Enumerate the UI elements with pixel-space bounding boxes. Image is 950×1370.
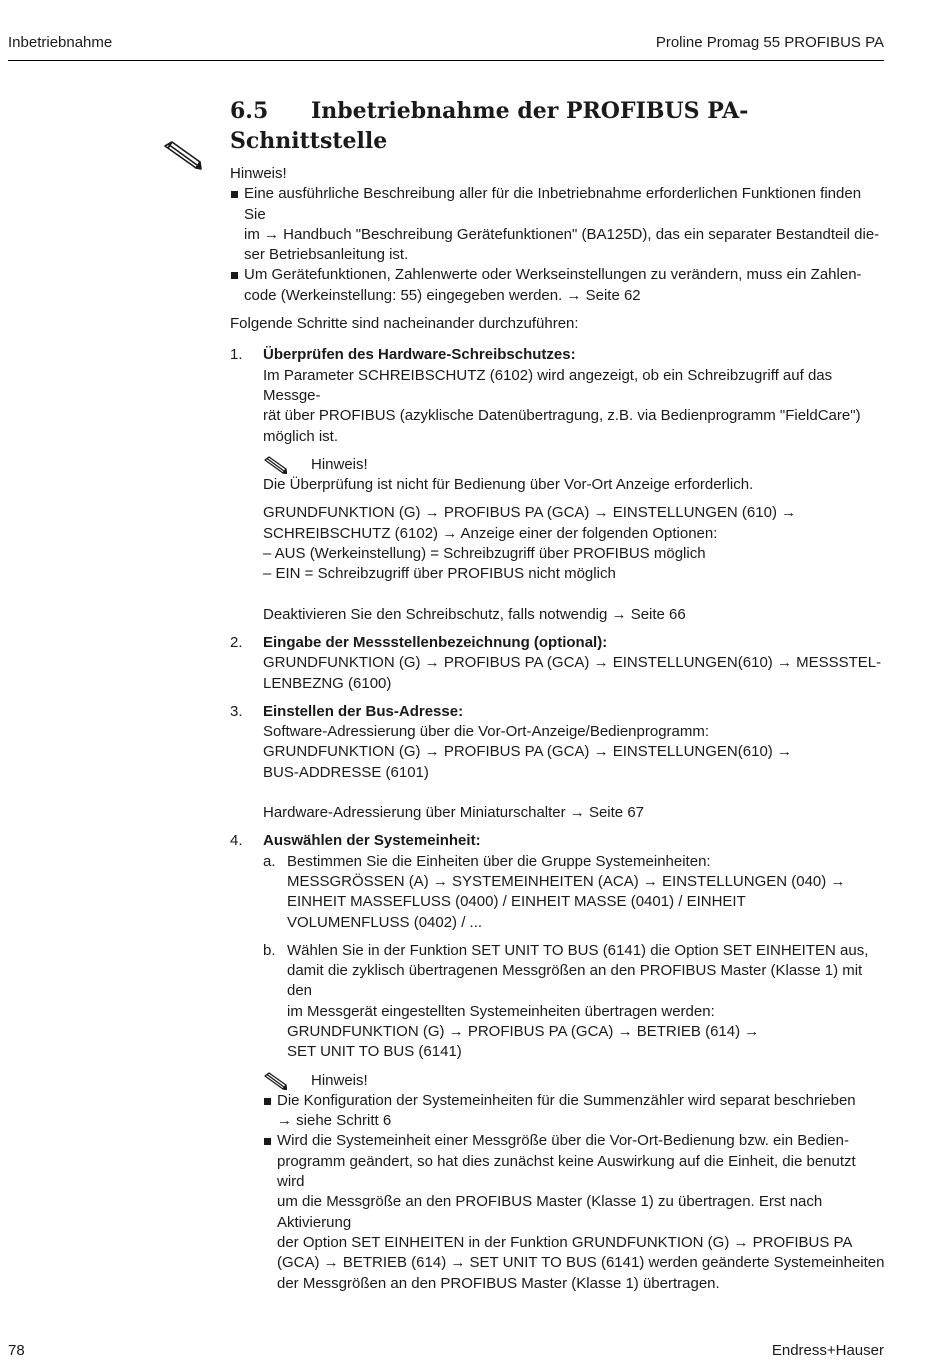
- steps-intro: Folgende Schritte sind nacheinander durchzuführen:: [230, 315, 579, 333]
- step-4-bullet-1: [263, 1091, 886, 1132]
- step-2: [230, 633, 886, 694]
- text-line: der Option SET EINHEITEN in der Funktion GRUNDFUNKTION (G) → PROFIBUS PA: [277, 1233, 853, 1251]
- step-number: 2.: [230, 633, 243, 651]
- intro-hint-label: Hinweis!: [230, 165, 287, 182]
- step-1-hint: [263, 455, 886, 475]
- page-number: 78: [8, 1342, 25, 1359]
- step-title: Auswählen der Systemeinheit:: [263, 832, 481, 850]
- option-line: – EIN = Schreibzugriff über PROFIBUS nicht möglich: [263, 565, 616, 583]
- page-reference: Hardware-Adressierung über Miniaturschalter → Seite 67: [263, 804, 645, 822]
- text-line: Wird die Systemeinheit einer Messgröße über die Vor-Ort-Bedienung bzw. ein Bedien-: [277, 1132, 849, 1150]
- text-line: ser Betriebsanleitung ist.: [244, 246, 409, 264]
- page-header: [8, 32, 884, 61]
- intro-bullet-1: [230, 184, 886, 265]
- step-number: 3.: [230, 702, 243, 720]
- step-number: 4.: [230, 832, 243, 850]
- step-1: [230, 345, 886, 625]
- text-line: programm geändert, so hat dies zunächst keine Auswirkung auf die Einheit, die benutzt wird: [277, 1152, 856, 1191]
- menu-path-line: MESSGRÖSSEN (A) → SYSTEMEINHEITEN (ACA) → EINSTELLUNGEN (040) →: [287, 872, 846, 890]
- pencil-note-icon: [263, 456, 287, 474]
- substep-letter: a.: [263, 852, 276, 870]
- menu-path-line: VOLUMENFLUSS (0402) / ...: [287, 913, 483, 931]
- menu-path-line: BUS-ADDRESSE (6101): [263, 763, 429, 781]
- menu-path-line: EINHEIT MASSEFLUSS (0400) / EINHEIT MASSE (0401) / EINHEIT: [287, 893, 746, 911]
- text-line: → siehe Schritt 6: [277, 1112, 392, 1130]
- text-line: Software-Adressierung über die Vor-Ort-Anzeige/Bedienprogramm:: [263, 723, 710, 741]
- menu-path-line: SCHREIBSCHUTZ (6102) → Anzeige einer der folgenden Optionen:: [263, 524, 718, 542]
- menu-path-line: GRUNDFUNKTION (G) → PROFIBUS PA (GCA) → EINSTELLUNGEN (610) →: [263, 504, 797, 522]
- substep-a: [263, 852, 886, 933]
- pencil-note-icon: [162, 140, 202, 170]
- step-3: [230, 702, 886, 823]
- text-line: Die Konfiguration der Systemeinheiten für die Summenzähler wird separat beschrieben: [277, 1091, 856, 1109]
- hint-label: Hinweis!: [311, 1071, 368, 1089]
- menu-path-line: SET UNIT TO BUS (6141): [287, 1043, 462, 1061]
- text-line: Eine ausführliche Beschreibung aller für die Inbetriebnahme erforderlichen Funktionen finden Sie: [244, 185, 862, 223]
- header-chapter: Inbetriebnahme: [8, 34, 113, 51]
- pencil-note-icon: [263, 1072, 287, 1090]
- intro-bullet-2: [230, 265, 886, 306]
- menu-path-line: GRUNDFUNKTION (G) → PROFIBUS PA (GCA) → EINSTELLUNGEN(610) → MESSSTEL-: [263, 654, 882, 672]
- step-4-bullet-2: [263, 1131, 886, 1293]
- menu-path-line: GRUNDFUNKTION (G) → PROFIBUS PA (GCA) → BETRIEB (614) →: [287, 1022, 760, 1040]
- header-product: Proline Promag 55 PROFIBUS PA: [655, 34, 884, 51]
- step-4-hint: [263, 1071, 886, 1091]
- text-line: Wählen Sie in der Funktion SET UNIT TO BUS (6141) die Option SET EINHEITEN aus,: [287, 941, 869, 959]
- substep-letter: b.: [263, 941, 276, 959]
- page-reference: Deaktivieren Sie den Schreibschutz, falls notwendig → Seite 66: [263, 605, 686, 623]
- text-line: Um Gerätefunktionen, Zahlenwerte oder Werkseinstellungen zu verändern, muss ein Zahlen-: [244, 266, 862, 284]
- text-line: damit die zyklisch übertragenen Messgrößen an den PROFIBUS Master (Klasse 1) mit den: [287, 962, 863, 1000]
- text-line: im → Handbuch "Beschreibung Gerätefunktionen" (BA125D), das ein separater Bestandteil die-: [244, 225, 880, 243]
- brand-name: Endress+Hauser: [771, 1342, 884, 1359]
- step-title: Überprüfen des Hardware-Schreibschutzes:: [263, 346, 576, 364]
- substep-b: [263, 941, 886, 1063]
- section-number: 6.5: [230, 98, 269, 124]
- text-line: um die Messgröße an den PROFIBUS Master (Klasse 1) zu übertragen. Erst nach Aktivierung: [277, 1193, 823, 1231]
- text-line: rät über PROFIBUS (azyklische Datenübertragung, z.B. via Bedienprogramm "FieldCare"): [263, 407, 861, 425]
- hint-label: Hinweis!: [311, 455, 368, 473]
- text-line: im Messgerät eingestellten Systemeinheiten übertragen werden:: [287, 1002, 715, 1020]
- text-line: möglich ist.: [263, 427, 339, 445]
- step-number: 1.: [230, 346, 243, 364]
- menu-path-line: LENBEZNG (6100): [263, 674, 392, 692]
- text-line: Im Parameter SCHREIBSCHUTZ (6102) wird angezeigt, ob ein Schreibzugriff auf das Messge-: [263, 366, 833, 404]
- text-line: code (Werkeinstellung: 55) eingegeben werden. → Seite 62: [244, 286, 641, 304]
- text-line: der Messgrößen an den PROFIBUS Master (Klasse 1) übertragen.: [277, 1274, 720, 1292]
- step-title: Einstellen der Bus-Adresse:: [263, 702, 464, 720]
- main-content: [230, 96, 886, 1294]
- option-line: – AUS (Werkeinstellung) = Schreibzugriff über PROFIBUS möglich: [263, 545, 706, 563]
- step-title: Eingabe der Messstellenbezeichnung (optional):: [263, 633, 608, 651]
- section-title: Inbetriebnahme der PROFIBUS PA-Schnittstelle: [230, 98, 749, 154]
- hint-text: Die Überprüfung ist nicht für Bedienung über Vor-Ort Anzeige erforderlich.: [263, 476, 754, 494]
- section-heading: [230, 96, 886, 156]
- text-line: (GCA) → BETRIEB (614) → SET UNIT TO BUS (6141) werden geänderte Systemeinheiten: [277, 1254, 885, 1272]
- step-4: [230, 831, 886, 1294]
- menu-path-line: GRUNDFUNKTION (G) → PROFIBUS PA (GCA) → EINSTELLUNGEN(610) →: [263, 743, 792, 761]
- text-line: Bestimmen Sie die Einheiten über die Gruppe Systemeinheiten:: [287, 852, 711, 870]
